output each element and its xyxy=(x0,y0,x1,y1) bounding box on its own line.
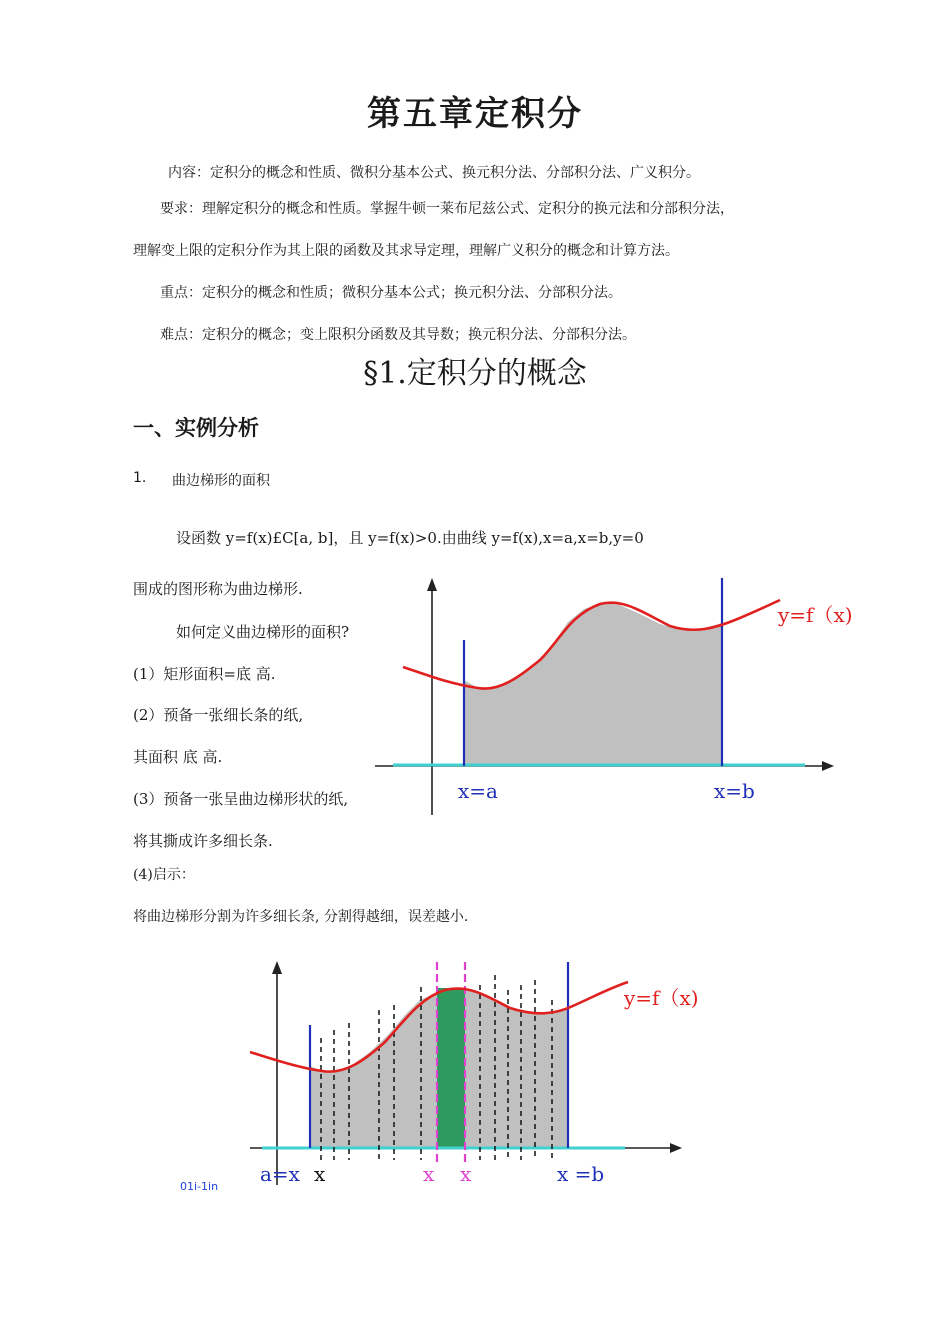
right-boundary-label: x =b xyxy=(557,1162,605,1186)
step-3b: 将其撕成许多细长条. xyxy=(133,832,273,850)
y-axis-arrow xyxy=(272,961,282,974)
curve-label: y=f（x) xyxy=(778,603,853,627)
highlighted-strip xyxy=(437,988,465,1148)
curve-label: y=f（x) xyxy=(624,986,699,1010)
hint-text: 将曲边梯形分割为许多细长条, 分割得越细，误差越小. xyxy=(133,909,469,925)
intro-requirement-2: 理解变上限的定积分作为其上限的函数及其求导定理，理解广义积分的概念和计算方法。 xyxy=(133,243,679,259)
item-label: 曲边梯形的面积 xyxy=(172,473,270,489)
item-number: 1. xyxy=(133,470,147,486)
section-title: §1.定积分的概念 xyxy=(363,356,587,391)
left-boundary-label: x=a xyxy=(458,779,498,803)
figure-2-caption: 01i-1in xyxy=(180,1180,219,1193)
intro-difficulties: 难点：定积分的概念；变上限积分函数及其导数；换元积分法、分部积分法。 xyxy=(160,327,636,343)
step-3: (3）预备一张呈曲边梯形状的纸, xyxy=(133,790,349,808)
intro-content: 内容：定积分的概念和性质、微积分基本公式、换元积分法、分部积分法、广义积分。 xyxy=(168,165,700,181)
strip-label-left: x xyxy=(423,1162,435,1186)
right-boundary-label: x=b xyxy=(714,779,755,803)
step-2: (2）预备一张细长条的纸, xyxy=(133,706,304,724)
page-title: 第五章定积分 xyxy=(367,94,583,134)
strip-label-right: x xyxy=(460,1162,472,1186)
step-2b: 其面积 底 高. xyxy=(133,748,223,766)
intro-key-points: 重点：定积分的概念和性质；微积分基本公式；换元积分法、分部积分法。 xyxy=(160,285,622,301)
body-question: 如何定义曲边梯形的面积? xyxy=(176,623,350,641)
body-line-1: 设函数 y=f(x)£C[a, b]，且 y=f(x)>0.由曲线 y=f(x),x=a,x=b,y=0 xyxy=(176,529,644,547)
x-axis-arrow xyxy=(670,1143,682,1153)
intro-requirement-1: 要求：理解定积分的概念和性质。掌握牛顿一莱布尼兹公式、定积分的换元法和分部积分法， xyxy=(160,201,734,217)
subsection-title: 一、实例分析 xyxy=(133,416,259,440)
partition-label-x: x xyxy=(314,1162,326,1186)
left-boundary-label: a=x xyxy=(260,1162,300,1186)
body-line-2: 围成的图形称为曲边梯形. xyxy=(133,580,303,598)
hint-label: (4)启示： xyxy=(133,867,195,883)
step-1: (1）矩形面积=底 高. xyxy=(133,665,276,683)
